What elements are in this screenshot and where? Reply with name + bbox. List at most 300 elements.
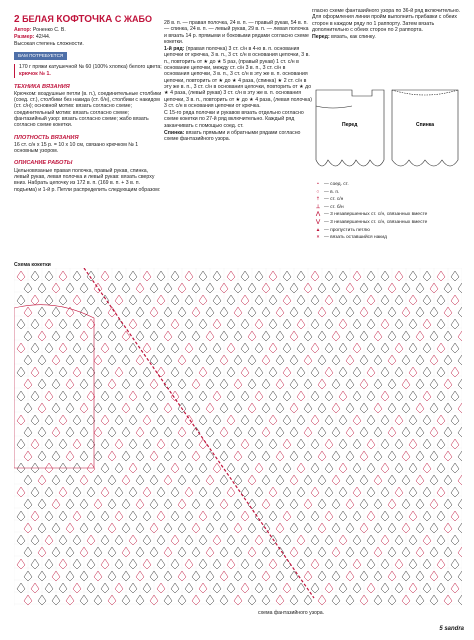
- stitch-motif: [458, 403, 462, 413]
- stitch-motif: [171, 487, 179, 497]
- stitch-motif: [185, 511, 193, 521]
- stitch-motif: [339, 487, 347, 497]
- stitch-motif: [31, 295, 39, 305]
- stitch-motif: [451, 535, 459, 545]
- stitch-motif: [423, 487, 431, 497]
- stitch-motif: [17, 271, 25, 281]
- stitch-motif: [367, 319, 375, 329]
- stitch-motif: [353, 415, 361, 425]
- stitch-motif: [367, 439, 375, 449]
- stitch-motif: [395, 391, 403, 401]
- stitch-motif: [199, 319, 207, 329]
- stitch-motif: [115, 583, 123, 593]
- density-title: ПЛОТНОСТЬ ВЯЗАНИЯ: [14, 134, 79, 141]
- stitch-motif: [227, 319, 235, 329]
- col2-text4: вязать прямыми и обратными рядами согласно схеме фантазийного узора.: [164, 130, 301, 143]
- materials-hook: крючок № 1.: [19, 71, 51, 78]
- stitch-motif: [241, 391, 249, 401]
- stitch-motif: [409, 439, 417, 449]
- stitch-motif: [241, 439, 249, 449]
- stitch-motif: [423, 295, 431, 305]
- stitch-motif: [241, 463, 249, 473]
- stitch-motif: [17, 439, 25, 449]
- materials-yarn: 170 г пряжи катушечной № 60 (100% хлопка) белого цвета;: [19, 63, 162, 70]
- stitch-motif: [269, 367, 277, 377]
- author-value: Роненко С. В.: [32, 27, 66, 33]
- stitch-motif: [451, 463, 459, 473]
- stitch-motif: [129, 391, 137, 401]
- stitch-motif: [31, 535, 39, 545]
- stitch-motif: [143, 271, 151, 281]
- stitch-motif: [59, 415, 67, 425]
- stitch-motif: [45, 487, 53, 497]
- stitch-motif: [458, 451, 462, 461]
- stitch-motif: [395, 271, 403, 281]
- legend-text: — 3 незавершенных ст. с/н, связанных вместе: [324, 212, 428, 218]
- yoke-diagonal-line: [84, 268, 314, 598]
- stitch-motif: [17, 415, 25, 425]
- col2-label2: 1-й ряд:: [164, 46, 185, 53]
- stitch-motif: [227, 535, 235, 545]
- stitch-motif: [101, 295, 109, 305]
- stitch-motif: [199, 271, 207, 281]
- stitch-motif: [255, 535, 263, 545]
- stitch-motif: [451, 319, 459, 329]
- stitch-motif: [59, 319, 67, 329]
- stitch-motif: [185, 415, 193, 425]
- stitch-motif: [423, 463, 431, 473]
- back-label: Спинка: [416, 122, 435, 128]
- stitch-motif: [59, 487, 67, 497]
- stitch-motif: [129, 343, 137, 353]
- stitch-motif: [171, 391, 179, 401]
- stitch-motif: [255, 391, 263, 401]
- stitch-motif: [283, 535, 291, 545]
- stitch-motif: [367, 535, 375, 545]
- stitch-motif: [437, 487, 445, 497]
- stitch-motif: [227, 559, 235, 569]
- stitch-motif: [143, 343, 151, 353]
- stitch-motif: [59, 511, 67, 521]
- technique-text: Крючком: воздушные петли (в. п.), соединительные столбики (соед. ст.), столбики без накида (ст. б/н), столбики с накидом (ст. с/н); основной мотив: вязать согласно схеме; соединительный мотив: вязать согласно схеме; фантазийный узор: вязать согласно схеме; жабо вязать согласно схеме кокетки.: [14, 90, 162, 129]
- stitch-motif: [395, 583, 403, 593]
- stitch-motif: [101, 343, 109, 353]
- stitch-motif: [59, 583, 67, 593]
- stitch-motif: [367, 511, 375, 521]
- stitch-motif: [115, 463, 123, 473]
- stitch-motif: [311, 295, 319, 305]
- stitch-motif: [255, 583, 263, 593]
- column-middle: [164, 20, 312, 144]
- stitch-motif: [31, 391, 39, 401]
- stitch-motif: [297, 319, 305, 329]
- stitch-motif: [283, 295, 291, 305]
- stitch-motif: [73, 559, 81, 569]
- stitch-motif: [199, 487, 207, 497]
- col2-label4: Спинка:: [164, 130, 185, 137]
- sleeve-outline: [14, 305, 94, 468]
- stitch-motif: [73, 511, 81, 521]
- stitch-motif: [437, 391, 445, 401]
- stitch-motif: [31, 367, 39, 377]
- legend-item: [312, 182, 462, 188]
- stitch-motif: [59, 367, 67, 377]
- stitch-motif: [101, 463, 109, 473]
- stitch-motif: [87, 583, 95, 593]
- stitch-motif: [199, 583, 207, 593]
- stitch-motif: [241, 559, 249, 569]
- stitch-motif: [311, 319, 319, 329]
- materials-box: [14, 64, 162, 78]
- stitch-motif: [73, 583, 81, 593]
- legend-symbol-icon: ⊥: [315, 204, 321, 210]
- legend-text: — вязать оставшийся накид: [324, 235, 387, 241]
- stitch-motif: [353, 319, 361, 329]
- stitch-motif: [115, 391, 123, 401]
- stitch-motif: [129, 295, 137, 305]
- stitch-motif: [59, 271, 67, 281]
- stitch-motif: [409, 415, 417, 425]
- stitch-motif: [269, 319, 277, 329]
- stitch-motif: [213, 271, 221, 281]
- stitch-motif: [157, 295, 165, 305]
- stitch-motif: [185, 487, 193, 497]
- stitch-motif: [199, 367, 207, 377]
- article-title: [14, 14, 162, 25]
- stitch-motif: [297, 463, 305, 473]
- stitch-motif: [437, 319, 445, 329]
- stitch-motif: [157, 319, 165, 329]
- stitch-motif: [157, 439, 165, 449]
- stitch-motif: [311, 439, 319, 449]
- stitch-motif: [353, 295, 361, 305]
- stitch-motif: [199, 535, 207, 545]
- stitch-motif: [185, 559, 193, 569]
- stitch-motif: [227, 295, 235, 305]
- stitch-motif: [451, 391, 459, 401]
- stitch-motif: [45, 391, 53, 401]
- legend-item: [312, 235, 462, 241]
- stitch-motif: [227, 583, 235, 593]
- density-text: 16 ст. с/н х 15 р. = 10 х 10 см, связано крючком № 1 основным узором.: [14, 141, 139, 155]
- stitch-motif: [171, 319, 179, 329]
- stitch-motif: [395, 511, 403, 521]
- stitch-motif: [185, 439, 193, 449]
- stitch-motif: [213, 439, 221, 449]
- stitch-motif: [171, 583, 179, 593]
- stitch-motif: [185, 391, 193, 401]
- stitch-motif: [199, 343, 207, 353]
- stitch-motif: [458, 523, 462, 533]
- stitch-motif: [241, 343, 249, 353]
- stitch-motif: [185, 319, 193, 329]
- stitch-motif: [129, 487, 137, 497]
- stitch-motif: [199, 511, 207, 521]
- stitch-motif: [171, 511, 179, 521]
- col3-text1: гласно схеме фантазийного узора по 36-й ряд включительно. Для оформления линии пройм выполнить прибавки с обеих сторон в каждом ряду по 1 раппорту. Затем вязать дополнительно с обеих сторон по 2 раппорта.: [312, 8, 461, 33]
- stitch-motif: [283, 583, 291, 593]
- stitch-motif: [353, 463, 361, 473]
- stitch-motif: [129, 271, 137, 281]
- legend-item: [312, 212, 462, 218]
- stitch-motif: [227, 511, 235, 521]
- stitch-motif: [409, 391, 417, 401]
- stitch-motif: [213, 487, 221, 497]
- stitch-motif: [129, 463, 137, 473]
- stitch-motif: [255, 319, 263, 329]
- stitch-motif: [115, 439, 123, 449]
- stitch-motif: [129, 367, 137, 377]
- stitch-motif: [87, 535, 95, 545]
- legend-symbol-icon: ○: [316, 189, 320, 195]
- stitch-motif: [185, 583, 193, 593]
- stitch-motif: [255, 559, 263, 569]
- stitch-motif: [283, 271, 291, 281]
- stitch-motif: [283, 367, 291, 377]
- stitch-motif: [101, 487, 109, 497]
- stitch-motif: [367, 415, 375, 425]
- stitch-motif: [325, 463, 333, 473]
- stitch-motif: [157, 535, 165, 545]
- stitch-motif: [17, 487, 25, 497]
- stitch-motif: [367, 559, 375, 569]
- legend-text: — пропустить петлю: [324, 227, 370, 233]
- stitch-motif: [115, 271, 123, 281]
- stitch-motif: [129, 511, 137, 521]
- stitch-motif: [458, 571, 462, 581]
- stitch-motif: [101, 559, 109, 569]
- stitch-motif: [213, 391, 221, 401]
- stitch-motif: [255, 439, 263, 449]
- stitch-motif: [451, 487, 459, 497]
- stitch-motif: [59, 343, 67, 353]
- stitch-motif: [73, 535, 81, 545]
- stitch-motif: [367, 271, 375, 281]
- stitch-motif: [157, 463, 165, 473]
- col2-text3: С 15-го ряда полочки и рукавов вязать отдельно согласно схеме кокетки по 27-й ряд включительно. Каждый ряд заканчивать с помощью соед. ст.: [164, 110, 304, 129]
- stitch-motif: [269, 487, 277, 497]
- stitch-motif: [45, 535, 53, 545]
- stitch-motif: [297, 343, 305, 353]
- stitch-motif: [45, 295, 53, 305]
- stitch-motif: [213, 367, 221, 377]
- stitch-motif: [199, 415, 207, 425]
- stitch-motif: [101, 415, 109, 425]
- stitch-motif: [45, 343, 53, 353]
- col3-text2: вязать, как спинку.: [331, 34, 376, 41]
- stitch-motif: [381, 439, 389, 449]
- stitch-motif: [395, 343, 403, 353]
- stitch-motif: [199, 391, 207, 401]
- stitch-motif: [353, 271, 361, 281]
- stitch-motif: [87, 559, 95, 569]
- stitch-motif: [423, 271, 431, 281]
- stitch-motif: [143, 559, 151, 569]
- stitch-motif: [381, 463, 389, 473]
- legend-item: [312, 228, 462, 234]
- stitch-motif: [381, 367, 389, 377]
- stitch-motif: [115, 535, 123, 545]
- stitch-motif: [45, 511, 53, 521]
- stitch-motif: [59, 535, 67, 545]
- stitch-motif: [45, 559, 53, 569]
- stitch-motif: [241, 583, 249, 593]
- stitch-motif: [353, 391, 361, 401]
- stitch-motif: [31, 511, 39, 521]
- stitch-motif: [283, 415, 291, 425]
- technique-title: ТЕХНИКА ВЯЗАНИЯ: [14, 83, 70, 90]
- title-part2: КОФТОЧКА: [56, 14, 113, 25]
- stitch-motif: [59, 559, 67, 569]
- stitch-motif: [325, 343, 333, 353]
- stitch-motif: [241, 535, 249, 545]
- stitch-motif: [437, 583, 445, 593]
- stitch-motif: [423, 319, 431, 329]
- stitch-motif: [451, 439, 459, 449]
- stitch-motif: [395, 463, 403, 473]
- stitch-motif: [213, 535, 221, 545]
- stitch-motif: [339, 295, 347, 305]
- stitch-motif: [59, 439, 67, 449]
- stitch-motif: [311, 535, 319, 545]
- stitch-motif: [143, 319, 151, 329]
- stitch-motif: [381, 535, 389, 545]
- stitch-motif: [409, 343, 417, 353]
- stitch-motif: [325, 439, 333, 449]
- stitch-motif: [31, 583, 39, 593]
- stitch-motif: [311, 415, 319, 425]
- stitch-motif: [458, 331, 462, 341]
- meta-block: [14, 27, 162, 48]
- stitch-motif: [367, 295, 375, 305]
- legend-text: — 3 незавершенных ст. с/н, связанных вместе: [324, 219, 428, 225]
- stitch-motif: [143, 295, 151, 305]
- stitch-motif: [409, 271, 417, 281]
- stitch-motif: [227, 367, 235, 377]
- stitch-motif: [269, 415, 277, 425]
- stitch-motif: [213, 511, 221, 521]
- stitch-motif: [269, 295, 277, 305]
- stitch-motif: [17, 559, 25, 569]
- stitch-motif: [381, 391, 389, 401]
- stitch-motif: [437, 535, 445, 545]
- stitch-motif: [451, 367, 459, 377]
- stitch-motif: [325, 511, 333, 521]
- stitch-motif: [115, 415, 123, 425]
- stitch-motif: [423, 535, 431, 545]
- stitch-motif: [199, 295, 207, 305]
- stitch-motif: [213, 295, 221, 305]
- stitch-motif: [325, 487, 333, 497]
- stitch-motif: [101, 367, 109, 377]
- stitch-motif: [87, 271, 95, 281]
- stitch-motif: [325, 271, 333, 281]
- stitch-motif: [129, 535, 137, 545]
- stitch-motif: [409, 535, 417, 545]
- stitch-motif: [199, 463, 207, 473]
- stitch-motif: [269, 559, 277, 569]
- stitch-motif: [59, 295, 67, 305]
- stitch-motif: [171, 439, 179, 449]
- column-left: [14, 14, 162, 194]
- stitch-motif: [423, 367, 431, 377]
- stitch-motif: [143, 463, 151, 473]
- stitch-motif: [381, 583, 389, 593]
- stitch-motif: [395, 559, 403, 569]
- crochet-schema: [14, 268, 462, 606]
- stitch-motif: [143, 391, 151, 401]
- legend-symbol-icon: ⋁: [316, 219, 320, 225]
- stitch-motif: [31, 271, 39, 281]
- materials-tag: ВАМ ПОТРЕБУЕТСЯ: [14, 52, 67, 60]
- stitch-motif: [297, 391, 305, 401]
- stitch-motif: [367, 343, 375, 353]
- stitch-motif: [353, 487, 361, 497]
- stitch-motif: [73, 343, 81, 353]
- stitch-motif: [283, 391, 291, 401]
- stitch-motif: [143, 439, 151, 449]
- stitch-motif: [143, 511, 151, 521]
- stitch-motif: [241, 367, 249, 377]
- stitch-motif: [339, 439, 347, 449]
- stitch-motif: [227, 391, 235, 401]
- stitch-motif: [458, 307, 462, 317]
- stitch-motif: [437, 415, 445, 425]
- title-number: 2: [14, 14, 20, 25]
- stitch-motif: [458, 499, 462, 509]
- legend-item: [312, 197, 462, 203]
- stitch-motif: [101, 535, 109, 545]
- stitch-motif: [45, 583, 53, 593]
- stitch-motif: [451, 511, 459, 521]
- stitch-motif: [227, 271, 235, 281]
- stitch-motif: [297, 559, 305, 569]
- stitch-motif: [227, 415, 235, 425]
- stitch-motif: [227, 343, 235, 353]
- stitch-motif: [73, 295, 81, 305]
- stitch-motif: [171, 271, 179, 281]
- stitch-motif: [17, 319, 25, 329]
- stitch-motif: [395, 319, 403, 329]
- work-text: Цельновязаные правая полочка, правый рукав, спинка, левый рукав, левая полочка и левый рукав: вязать сверху вниз. Набрать цепочку из 172 в. п. (169 в. п. + 3 в. п. подъема) и 1-й р. Петли распределить следующим образом:: [14, 167, 161, 193]
- stitch-motif: [143, 583, 151, 593]
- stitch-motif: [101, 583, 109, 593]
- stitch-motif: [73, 391, 81, 401]
- stitch-motif: [129, 583, 137, 593]
- stitch-motif: [269, 439, 277, 449]
- symbol-legend: [312, 182, 462, 243]
- stitch-motif: [311, 583, 319, 593]
- stitch-motif: [409, 463, 417, 473]
- stitch-motif: [101, 511, 109, 521]
- stitch-motif: [325, 319, 333, 329]
- stitch-motif: [241, 295, 249, 305]
- stitch-motif: [101, 319, 109, 329]
- stitch-motif: [171, 415, 179, 425]
- stitch-motif: [17, 511, 25, 521]
- stitch-motif: [451, 559, 459, 569]
- stitch-motif: [339, 319, 347, 329]
- stitch-motif: [353, 439, 361, 449]
- size-value: 42/44.: [35, 34, 51, 41]
- legend-text: — в. п.: [324, 189, 340, 195]
- stitch-motif: [227, 439, 235, 449]
- stitch-motif: [381, 511, 389, 521]
- stitch-motif: [269, 343, 277, 353]
- stitch-motif: [395, 295, 403, 305]
- stitch-motif: [143, 487, 151, 497]
- stitch-motif: [283, 487, 291, 497]
